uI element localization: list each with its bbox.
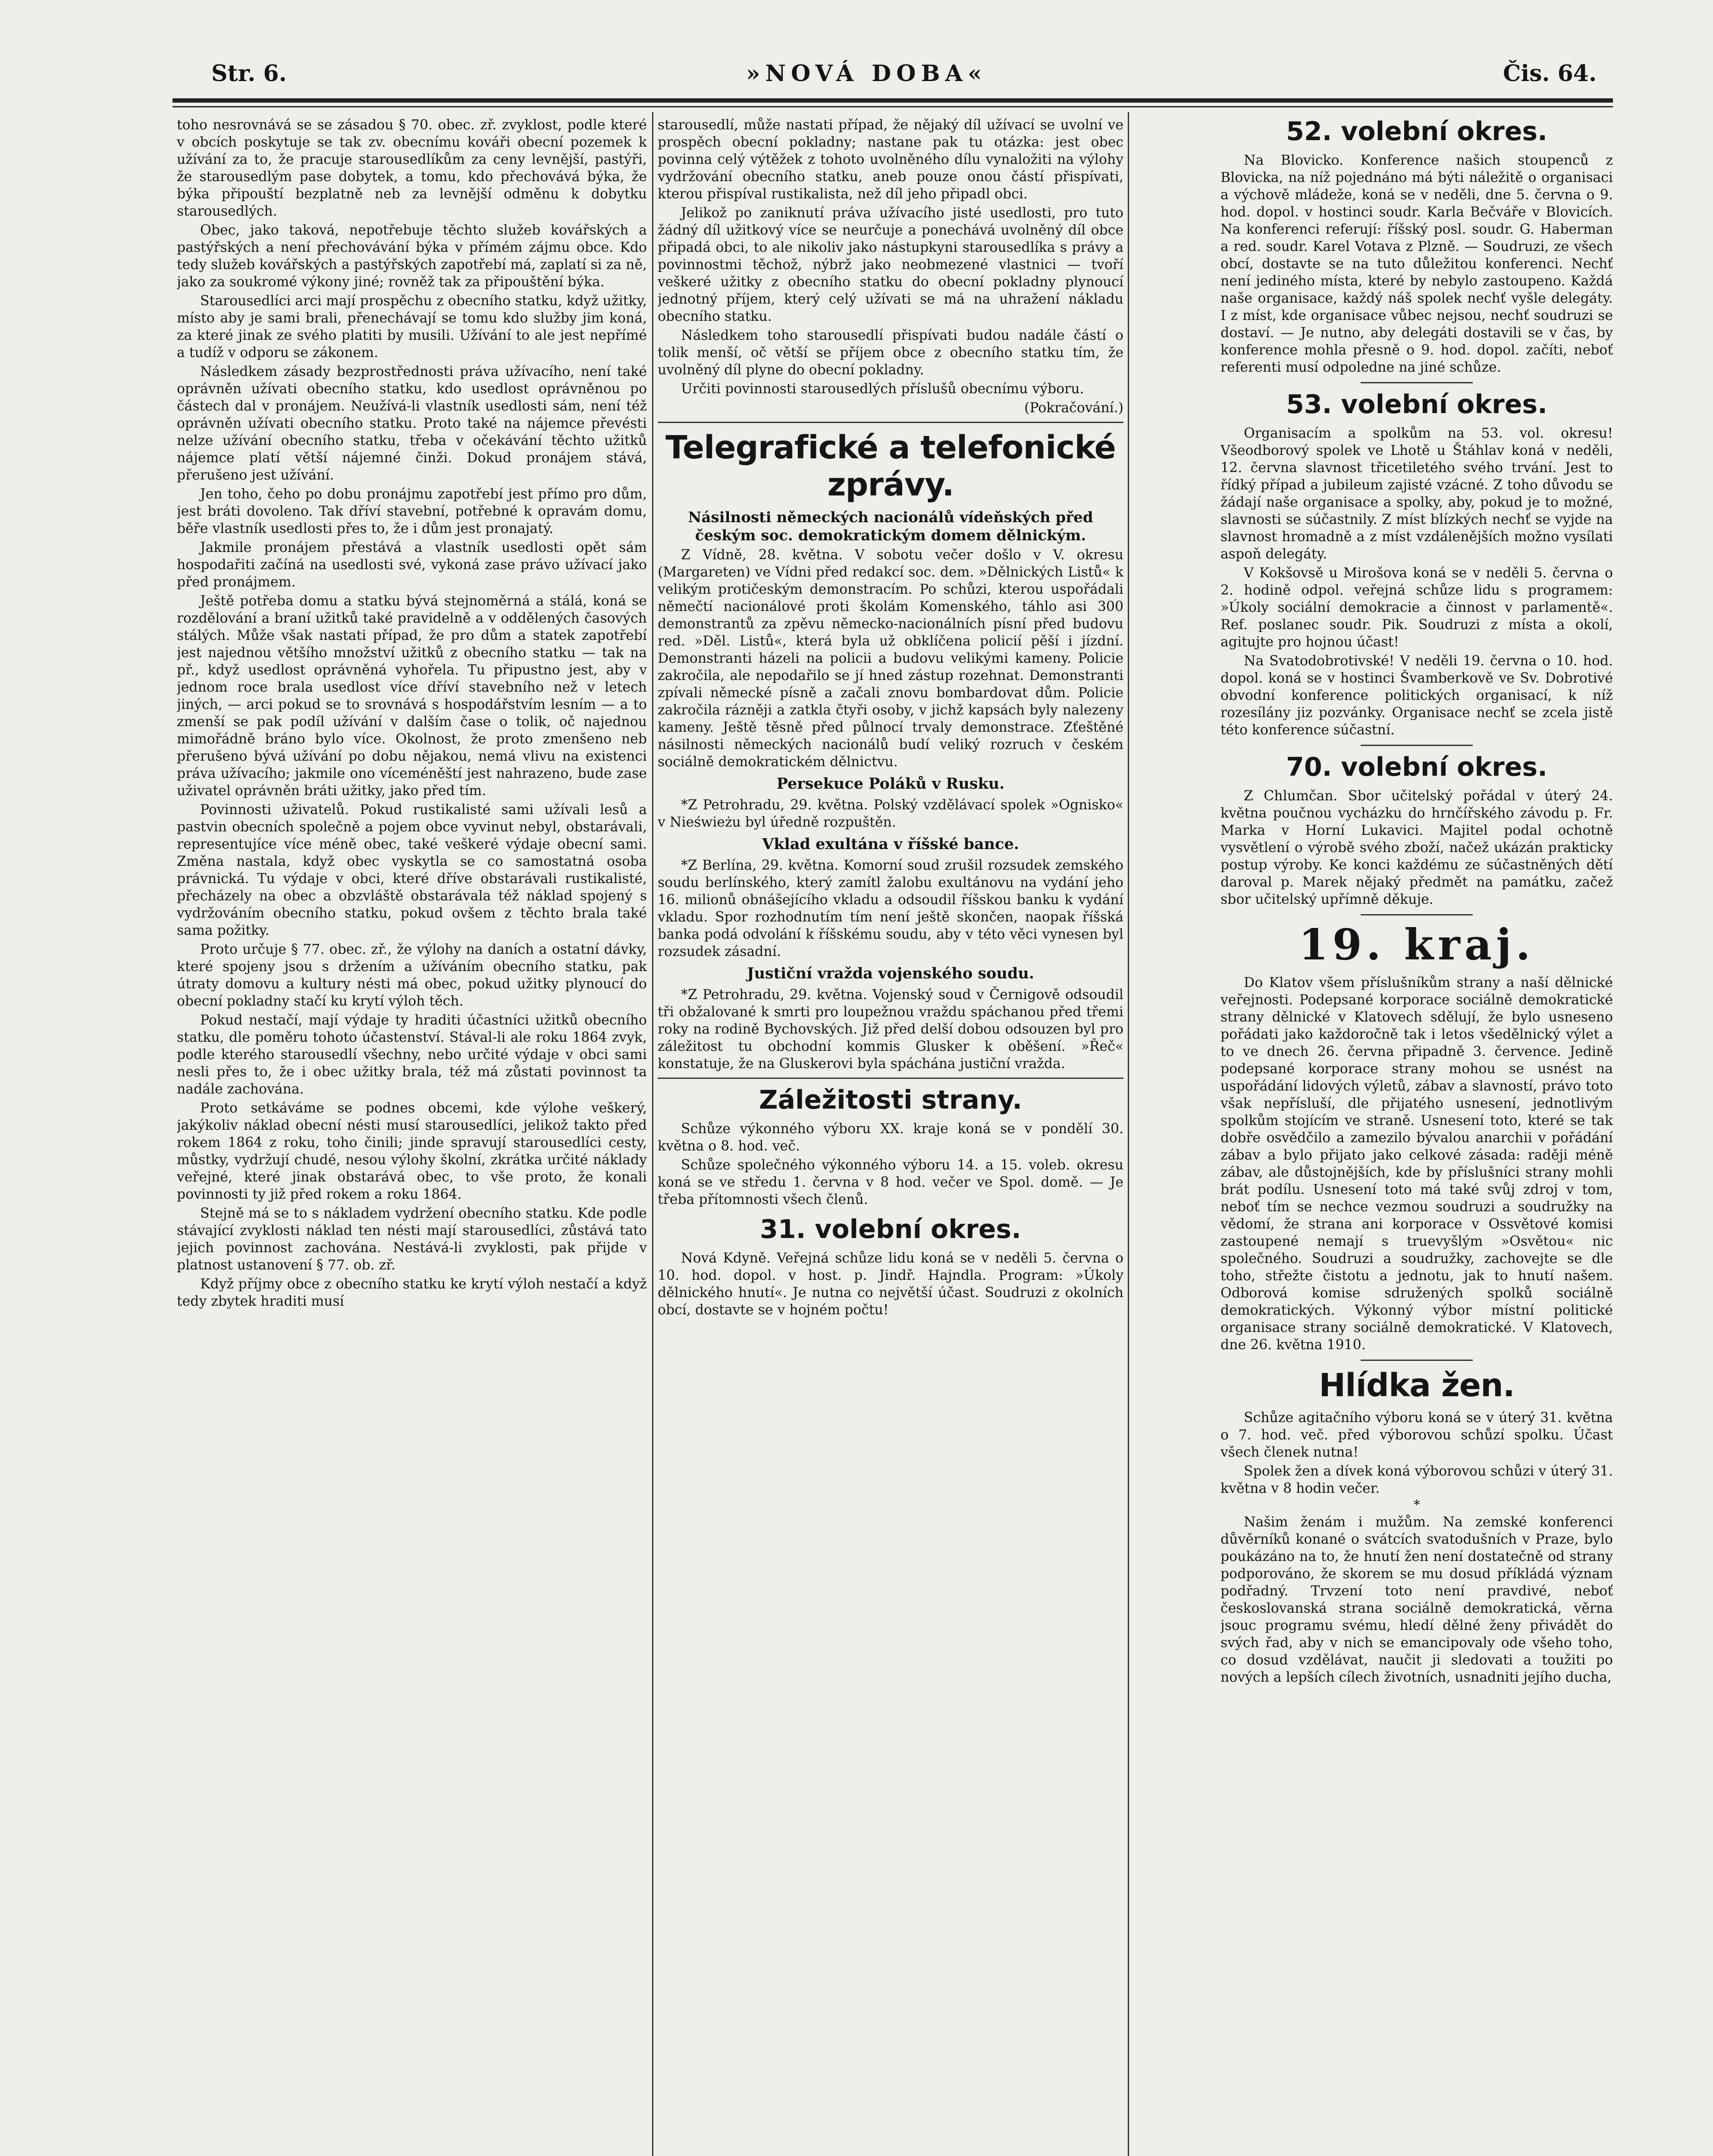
issue-number: Čis. 64. <box>1503 60 1597 87</box>
paragraph: Starousedlíci arci mají prospěchu z obecního statku, když užitky, místo aby je sami brali, přenechávají se tomu kdo služby jim koná, za které jinak ze svého platiti by musili. Užívání to ale jest nepřímé a tudíž v odporu se zákonem. <box>177 293 647 360</box>
article-headline: Persekuce Poláků v Rusku. <box>776 775 1005 793</box>
paragraph: Jen toho, čeho po dobu pronájmu zapotřebí jest přímo pro dům, jest bráti dovoleno. Tak dříví stavební, potřebné k opravám domu, běře vlastník usedlosti přes to, že i dům jest pronajatý. <box>177 486 647 536</box>
paragraph: Schůze společného výkonného výboru 14. a 15. voleb. okresu koná se ve středu 1. června v 8 hod. večer ve Spol. domě. — Je třeba přítomnosti všech členů. <box>658 1157 1123 1207</box>
section-title-telegraph: Telegrafické a telefonické zprávy. <box>665 429 1116 503</box>
newspaper-title: »NOVÁ DOBA« <box>746 60 987 87</box>
paragraph: starousedlí, může nastati případ, že nějaký díl užívací se uvolní ve prospěch obecní pokladny; nastane pak tu otázka: jest obec povinna celý výtěžek z tohoto uvolněného dílu vynaložiti na výlohy vydržování obecního statku, aneb pouze onou částí přispívati, kterou přispíval rustikalista, než díl jeho připadl obci. <box>658 117 1123 202</box>
paragraph: Spolek žen a dívek koná výborovou schůzi v úterý 31. května v 8 hodin večer. <box>1220 1463 1613 1496</box>
paragraph: Nová Kdyně. Veřejná schůze lidu koná se v neděli 5. června o 10. hod. dopol. v host. p. Jindř. Hajndla. Program: »Úkoly dělnického hnutí«. Je nutna co největší účast. Soudruzi z okolních obcí, dostavte se v hojném počtu! <box>658 1250 1123 1318</box>
paragraph: Ještě potřeba domu a statku bývá stejnoměrná a stálá, koná se rozdělování a braní užitků také pravidelně a v oddělených časových stálých. Může však nastati případ, že pro dům a statek zapotřebí jest najednou většího množství užitků z obecního statku — tak na př., když usedlost oprávněná vyhořela. Tu připustno jest, aby v jednom roce brala usedlost více dříví stavebního než v letech jiných, — arci pokud se to srovnává s hospodářstvím lesním — a to zmenší se pak podíl užívání v dalším čase o tolik, oč najednou mimořádně bráno bylo více. Okolnost, že proto zmenšeno neb přerušeno bývá užívání po dobu nějakou, nemá vlivu na existenci práva užívacího; jakmile ono víceméněští jest nahrazeno, bude zase uživatel oprávněn bráti užitky, jako před tím. <box>177 593 647 799</box>
section-title-party: Záležitosti strany. <box>759 1085 1023 1115</box>
page-number: Str. 6. <box>211 60 287 87</box>
column-2 <box>658 116 1123 2156</box>
article-headline: Vklad exultána v říšské bance. <box>762 835 1019 853</box>
paragraph: Našim ženám i mužům. Na zemské konferenci důvěrníků konané o svátcích svatodušních v Praze, bylo poukázáno na to, že hnutí žen není dostatečně od strany podporováno, že skorem se mu dosud příkládá význam podřadný. Trvzení toto není pravdivé, neboť českoslovanská strana sociálně demokratická, věrna jsouc programu svému, hledí dělné ženy přivádět do svých řad, aby v nich se emancipovaly ode všeho toho, co dosud vzdělávat, naučit ji sledovati a toužiti po nových a lepších cílech životních, usnadniti jejího ducha, <box>1220 1514 1613 1685</box>
paragraph: Schůze výkonného výboru XX. kraje koná se v pondělí 30. května o 8. hod. več. <box>658 1121 1123 1154</box>
page-header <box>173 60 1613 91</box>
section-rule <box>1361 914 1473 915</box>
paragraph: Proto určuje § 77. obec. zř., že výlohy na daních a ostatní dávky, které spojeny jsou s držením a užíváním obecního statku, pak útraty domovu a kultury nésti má obec, pokud užitky plynoucí do obecní pokladny stačí ku krytí výloh těch. <box>177 942 647 1009</box>
paragraph: *Z Petrohradu, 29. května. Polský vzdělávací spolek »Ognisko« v Nieświeżu byl úředně rozpuštěn. <box>658 797 1123 830</box>
paragraph: Obec, jako taková, nepotřebuje těchto služeb kovářských a pastýřských a není přechovávání býka v přímém zájmu obce. Kdo tedy služeb kovářských a pastýřských zapotřebí má, zaplatí si za ně, jako za soukromé výkony jiné; rovněž tak za připouštění býka. <box>177 222 647 290</box>
separator-star-icon: * <box>1413 1498 1420 1513</box>
section-rule <box>1361 1360 1473 1361</box>
column-1 <box>177 116 647 2156</box>
paragraph: *Z Berlína, 29. května. Komorní soud zrušil rozsudek zemského soudu berlínského, který zamítl žalobu exultánovu na vydání jeho 16. milionů obnášejícího vkladu a odsoudil říšskou banku k vydání vkladu. Spor rozhodnutím tím není ještě skončen, naopak říšská banka podá odvolání k říšskému soudu, aby v této věci vynesen byl rozsudek zásadní. <box>658 858 1123 959</box>
paragraph: Proto setkáváme se podnes obcemi, kde výlohe veškerý, jakýkoliv náklad obecní nésti musí starousedlíci, jelikož takto před rokem 1864 z roku, toho činili; jinde spravují starousedlíci cesty, můstky, vydržují chudé, nesou výlohy školní, zkrátka určité náklady veřejné, které jinak obstarává obec, to vše proto, že konali povinnosti ty již před rokem a roku 1864. <box>177 1100 647 1202</box>
article-headline: Násilnosti německých nacionálů vídeňských před českým soc. demokratickým domem dělnickým. <box>688 509 1093 544</box>
header-rule <box>173 98 1613 103</box>
paragraph: Jakmile pronájem přestává a vlastník usedlosti opět sám hospodařiti začíná na usedlosti své, vykoná zase právo užívací jako před pronájmem. <box>177 540 647 590</box>
section-title-district-52: 52. volební okres. <box>1286 116 1547 147</box>
paragraph: Jelikož po zaniknutí práva užívacího jisté usedlosti, pro tuto žádný díl užitkový více se neurčuje a ponechává uvolněný díl obce připadá obci, to ale nikoliv jako nástupkyni starousedlíka s právy a povinnostmi těchož, nýbrž jako neobmezené vlastnici — tvoří veškeré užitky z obecního statku do obecní pokladny plynoucí jednotný příjem, který celý užívati se má na uhražení nákladu obecního statku. <box>658 205 1123 324</box>
paragraph: Určiti povinnosti starousedlých příslušů obecnímu výboru. <box>681 381 1084 397</box>
section-title-district-31: 31. volební okres. <box>760 1214 1021 1244</box>
paragraph: Schůze agitačního výboru koná se v úterý 31. května o 7. hod. več. před výborovou schůzí spolku. Účast všech členek nutna! <box>1220 1410 1613 1460</box>
paragraph: toho nesrovnává se se zásadou § 70. obec. zř. zvyklost, podle které v obcích poskytuje se tak zv. obecnímu kováři obecní pozemek k užívání za to, že pracuje starousedlíkům za ceny levnější, pastýři, že starousedlým pase dobytek, a tomu, kdo přechovává býka, že býka připouští bezplatně neb za levnější odměnu k dobytku starousedlých. <box>177 117 647 219</box>
paragraph: Povinnosti uživatelů. Pokud rustikalisté sami užívali lesů a pastvin obecních společně a pojem obce vyvinut nebyl, obstarávali, representujíce více méně obec, také veškeré výdaje obecní sami. Změna nastala, když obec vyskytla se co samostatná osoba právnická. Tu výdaje v obci, které dříve obstarávali rustikalisté, přecházely na obec a obzvláště obstarávala též náklad spojený s vydržováním obecního statku, pokud ovšem z těchto brala také sama požitky. <box>177 802 647 938</box>
paragraph: Z Chlumčan. Sbor učitelský pořádal v úterý 24. května poučnou vycházku do hrnčířského závodu p. Fr. Marka v Horní Lukavici. Majitel podal ochotně vysvětlení o výrobě svého zboží, načež ukázán prakticky postup výroby. Ke konci každému ze súčastněných dětí daroval p. Marek nějaký předmět na památku, začež sbor učitelský upřímně děkuje. <box>1220 788 1613 907</box>
section-title-district-53: 53. volební okres. <box>1286 389 1547 420</box>
column-3 <box>1220 116 1613 2156</box>
paragraph: Organisacím a spolkům na 53. vol. okresu! Všeodborový spolek ve Lhotě u Štáhlav koná v neděli, 12. června slavnost třicetiletého svého trvání. Jest to řídký případ a jubileum zajisté vzácné. Z toho důvodu se žádají naše organisace a spolky, aby, pokud je to možné, slavnosti se súčastnily. Z míst blízkých nechť se vyjde na slavnost hromadně a z míst vzdálenějších možno vysílati aspoň delegáty. <box>1220 426 1613 562</box>
paragraph: Pokud nestačí, mají výdaje ty hraditi účastníci užitků obecního statku, dle poměru tohoto účastenství. Stával-li ale roku 1864 zvyk, podle kterého starousedlí všechny, nebo určité výdaje v obci sami nesli přes to, že i obec užitky brala, též má zůstati povinnost ta nadále zachována. <box>177 1012 647 1097</box>
article-headline: Justiční vražda vojenského soudu. <box>747 965 1034 982</box>
section-title-region-19: 19. kraj. <box>1299 920 1535 970</box>
section-title-women: Hlídka žen. <box>1319 1367 1515 1404</box>
paragraph: V Kokšovsě u Mirošova koná se v neděli 5. června o 2. hodině odpol. veřejná schůze lidu s programem: »Úkoly sociální demokracie a činnost v parlamentě«. Ref. poslanec soudr. Pik. Soudruzi z místa a okolí, agitujte pro hojnou účast! <box>1220 565 1613 650</box>
continuation-note: (Pokračování.) <box>1024 400 1123 416</box>
section-rule <box>658 1078 1123 1079</box>
paragraph: Když příjmy obce z obecního statku ke krytí výloh nestačí a když tedy zbytek hraditi musí <box>177 1276 647 1309</box>
paragraph: Na Blovicko. Konference našich stoupenců z Blovicka, na níž pojednáno má býti náležitě o organisaci a výchově mládeže, koná se v neděli, dne 5. června o 9. hod. dopol. v hostinci soudr. Karla Bečváře v Blovicích. Na konferenci referují: říšský posl. soudr. G. Haberman a red. soudr. Karel Votava z Plzně. — Soudruzi, ze všech obcí, dostavte se na tuto důležitou konferenci. Nechť není jediného místa, které by nebylo zastoupeno. Každá naše organisace, každý náš spolek nechť vyšle delegáty. I z míst, kde organisace vůbec nejsou, nechť soudruzi se dostaví. — Je nutno, aby delegáti dostavili se v čas, by konference mohla přesně o 9. hod. dopol. začíti, neboť referenti musí odpoledne na jiné schůze. <box>1220 153 1613 375</box>
section-title-district-70: 70. volební okres. <box>1286 752 1547 782</box>
paragraph: Do Klatov všem příslušníkům strany a naší dělnické veřejnosti. Podepsané korporace sociálně demokratické strany dělnické v Klatovech sdělují, že bylo usneseno pořádati jako každoročně tak i letos všedělnický výlet a to ve dnech 26. června připadně 3. července. Jedině podepsané korporace strany mohou se usnést na uspořádání lidových výletů, zábav a slavností, právo toto však nepřísluší, dle přijatého usnesení, jednotlivým spolkům stojícím ve straně. Usnesení toto, které se tak dobře osvědčilo a zamezilo bývalou anarchii v pořádání zábav a bylo přijato jako celkové zásada: raději méně zábav, ale důstojnějších, kde by příslušníci strany mohli brát podílu. Usnesení toto má také svůj zdroj v tom, neboť tím se nechce vezmou soudruzi a soudružky na vědomí, že strana ani korporace v Ossvětové komisi zastoupené nemají s truevyšlým »Osvětou« nic společného. Soudruzi a soudružky, zachovejte se dle toho, střežte čistotu a jednotu, jak to hnutí našem. Odborová komise sdružených spolků sociálně demokratických. Výkonný výbor místní politické organisace strany sociálně demokratické. V Klatovech, dne 26. května 1910. <box>1220 975 1613 1353</box>
section-rule <box>1361 382 1473 383</box>
column-divider <box>652 112 653 2156</box>
section-rule <box>658 422 1123 423</box>
paragraph: Na Svatodobrotivské! V neděli 19. června o 10. hod. dopol. koná se v hostinci Švamberkově ve Sv. Dobrotivé obvodní konference politických organisací, k níž rozesílány jiz pozvánky. Organisace nechť se zcela jistě této konference súčastní. <box>1220 653 1613 738</box>
paragraph: Stejně má se to s nákladem vydržení obecního statku. Kde podle stávající zvyklosti náklad ten nésti mají starousedlíci, zůstává tato jejich povinnost zachována. Nestává-li zvyklosti, pak přijde v platnost ustanovení § 77. ob. zř. <box>177 1206 647 1273</box>
paragraph: Následkem zásady bezprostřednosti práva užívacího, není také oprávněn užívati obecního statku, kdo usedlost oprávněnou po částech dal v pronájem. Neužívá-li vlastník usedlosti sám, není též oprávněn užívati obecního statku. Proto také na nájemce převésti nelze užívání obecního statku, třeba v očekávání těchto užitků nájemce platí větší nájemné činži. Dokud pronájem stává, přerušeno jest užívání. <box>177 364 647 483</box>
paragraph: Následkem toho starousedlí přispívati budou nadále částí o tolik menší, oč větší se příjem obce z obecního statku tím, že uvolněný díl plyne do obecní pokladny. <box>658 328 1123 378</box>
paragraph: Z Vídně, 28. května. V sobotu večer došlo v V. okresu (Margareten) ve Vídni před redakcí soc. dem. »Dělnických Listů« k velikým protičeským demonstracím. Po schůzi, kterou uspořádali němečtí nacionálové proti školám Komenského, táhlo asi 300 demonstrantů za zpěvu německo-nacionálních písní před budovu red. »Děl. Listů«, která byla už obklíčena policií pěší i jízdní. Demonstranti házeli na policii a budovu velikými kameny. Policie zakročila, ale nepodařilo se jí hned zástup rozehnat. Demonstranti zpívali německé písně a začali znovu bombardovat dům. Policie zakročila rázněji a zatkla čtyři osoby, v jichž kapsách byly nalezeny kameny. Ještě těsně před půlnocí trvaly demonstrace. Zťeštěné násilnosti německých nacionálů budí veliký rozruch v českém sociálně demokratickém dělnictvu. <box>658 547 1123 770</box>
header-rule-thin <box>173 106 1613 107</box>
paragraph: *Z Petrohradu, 29. května. Vojenský soud v Černigově odsoudil tři obžalované k smrti pro loupežnou vraždu spáchanou před třemi roky na rodině Bychovských. Již před delší dobou odsouzen byl pro záležitost tu obchodní kommis Glusker k oběšení. »Řeč« konstatuje, že na Gluskerovi byla spáchána justiční vražda. <box>658 987 1123 1072</box>
column-divider <box>1128 112 1129 2156</box>
section-rule <box>1361 745 1473 746</box>
